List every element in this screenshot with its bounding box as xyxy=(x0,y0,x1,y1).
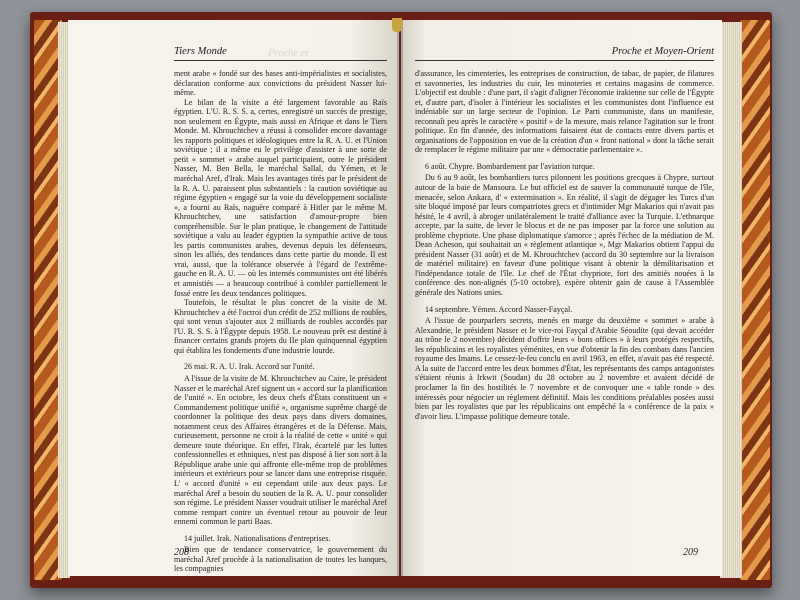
section-body-6-aout: Du 6 au 9 août, les bombardiers turcs pilonnent les positions grecques à Chypre, surtout autour de la baie de Mansoura. Le but officiel est de sauver la communauté turque de l'île, menacée, selon Ankara, d' « extermination ». En réalité, il s'agit de dégager les Turcs d'un site bloqué imposé par leurs compatriotes grecs et d'intimider Mgr Makarios qui n'avait pas hésité, le 4 avril, à abroger unilatéralement le traité d'alliance avec la Turquie. L'ethnarque accepte, par la suite, de lever le blocus et de ne pas imposer par la force une solution au problème chypriote. Une phase diplomatique s'amorce ; après l'échec de la médiation de M. Dean Acheson, qui souhaitait un « règlement atlantique », Mgr Makarios obtient l'appui du président Nasser (31 août) et de M. Khrouchtchev (accord du 30 septembre sur la livraison de matériel militaire) en faveur d'une politique visant à obtenir la démilitarisation et l'indépendance totale de l'île. Le chef de l'État chypriote, fort des amitiés nouées à la conférence des non-alignés (5-10 octobre), espère obtenir gain de cause à l'Assemblée générale des Nations unies. xyxy=(415,173,714,298)
intro-fragment-right: d'assurance, les cimenteries, les entreprises de construction, de tabac, de papier, de filatures et savonneries, les industries du cuir, les minoteries et certains magasins de commerce. L'objectif est double : d'une part, il s'agit d'aligner l'économie irakienne sur celle de l'Égypte et, d'autre part, d'isoler à l'intérieur les socialistes et les communistes dont l'influence est indéniable sur un large secteur de l'opinion. Le Parti communiste, dans un manifeste, reconnaît peu après le caractère « positif » de la mesure, mais relance l'agitation sur le front politique. En fin d'année, des informations faisaient état de contacts entre divers partis et organisations de l'opposition en vue de la création d'un « front national » dont la tâche serait de remplacer le régime militaire par une « démocratie parlementaire ». xyxy=(415,69,714,155)
running-head-right: Proche et Moyen-Orient xyxy=(415,46,714,61)
paragraph-bilan: Le bilan de la visite a été largement favorable au Raïs égyptien. L'U. R. S. S. a, certes, enregistré un succès de prestige, non seulement en Égypte, mais aussi en Afrique et dans le Tiers Monde. M. Khrouchtchev a réussi à consolider encore davantage les rapports politiques et idéologiques entre la R. A. U. et l'Union soviétique ; il a même eu le privilège d'assister à une sorte de petit « sommet » arabe auquel participaient, outre le président Nasser, M. Ben Bella, le maréchal Sallal, du Yémen, et le maréchal Aref, d'Irak. Mais les avantages tirés par le président de la R. A. U. paraissent plus substantiels : la caution soviétique au régime égyptien « engagé sur la voie du développement socialiste », a fourni au Raïs, naguère comparé à Hitler par le même M. Khrouchtchev, une satisfaction d'amour-propre bien compréhensible. Sur le plan pratique, le changement de l'attitude soviétique a valu au leader égyptien la sympathie active de tous les partis communistes arabes, devenus depuis les défenseurs, sinon les alliés, des tendances dans cette partie du monde. Il est vrai, aussi, que la tolérance observée à l'égard de l'extrême-gauche en R. A. U. — où les internés communistes ont été libérés et amnistiés — a beaucoup contribué à combler partiellement le fossé entre les deux tendances politiques. xyxy=(174,97,387,298)
paragraph-toutefois: Toutefois, le résultat le plus concret de la visite de M. Khrouchtchev a été l'octroi d'un crédit de 252 millions de roubles, qui sont venus s'ajouter aux 2 milliards de roubles accordés par l'U. R. S. S. à l'Égypte depuis 1958. Le nouveau prêt est destiné à financer certains grands projets du IIe plan quinquennal égyptien qui établira les fondements d'une industrie lourde. xyxy=(174,298,387,355)
section-heading-6-aout: 6 août. Chypre. Bombardement par l'aviation turque. xyxy=(425,161,595,171)
page-number-left: 208 xyxy=(174,547,189,558)
right-page xyxy=(401,20,722,576)
section-body-26-mai: A l'issue de la visite de M. Khrouchtchev au Caire, le président Nasser et le maréchal Aref signent un « accord sur la planification de l'unité ». En octobre, les deux chefs d'États constituent un « Commandement politique unifié », organisme suprême chargé de coordonner la politique des deux pays dans divers domaines, notamment ceux des Affaires étrangères et de la Défense. Mais, curieusement, personne ne croit à la réalité de cette « unité » qui demeure toute théorique. En effet, l'Irak, écartelé par les luttes confessionnelles et ethniques, n'est pas disposé à lier son sort à la République arabe unie qui affronte elle-même trop de problèmes intérieurs et extérieurs pour se lancer dans une entreprise risquée. L' « accord d'unité » est cependant utile aux deux pays. Le maréchal Aref a besoin du soutien de la R. A. U. pour consolider son régime. Le président Nasser voudrait utiliser le maréchal Aref comme rempart contre un éventuel retour au pouvoir de leur ennemi commun le parti Baas. xyxy=(174,373,387,527)
section-heading-26-mai: 26 mai. R. A. U. Irak. Accord sur l'unité. xyxy=(184,362,315,372)
bleed-through-text: Proche et xyxy=(268,48,309,59)
marbled-endpaper-right xyxy=(740,20,770,580)
running-head-left: Tiers Monde xyxy=(174,46,387,61)
section-heading-14-septembre: 14 septembre. Yémen. Accord Nasser-Fayçal. xyxy=(425,304,573,314)
section-heading-14-juillet: 14 juillet. Irak. Nationalisations d'entreprises. xyxy=(184,533,331,543)
section-body-14-septembre: A l'issue de pourparlers secrets, menés en marge du deuxième « sommet » arabe à Alexandrie, le président Nasser et le vice-roi Fayçal d'Arabie Séoudite (qui devait accéder au trône le 2 novembre) décident d'offrir leurs « bons offices » à leurs protégés respectifs, les républicains et les royalistes yéménites, en vue d'obtenir la fin des combats dans l'ancien royaume des Imams. Le cessez-le-feu conclu en avril 1963, en effet, n'avait pas été respecté. A la suite de l'accord entre les deux hommes d'État, les représentants des camps antagonistes s'étaient réunis à Irkwit (Soudan) du 28 octobre au 2 novembre et avaient décidé de proclamer la fin des hostilités le 7 novembre et de convoquer une « table ronde » des intéressés pour négocier un règlement définitif. Mais les conditions préalables posées aussi bien par les royalistes que par les républicains ont empêché la « conférence de la paix » d'avoir lieu. L'impasse politique demeure totale. xyxy=(415,316,714,421)
bookmark-ribbon xyxy=(392,18,402,32)
page-number-right: 209 xyxy=(683,547,698,558)
section-body-14-juillet: Bien que de tendance conservatrice, le gouvernement du maréchal Aref procède à la nationalisation de toutes les banques, les compagnies xyxy=(174,545,387,574)
book-gutter xyxy=(397,20,403,576)
intro-fragment-left: ment arabe « fondé sur des bases anti-impérialistes et socialistes, déclaration conforme aux convictions du président Nasser lui-même. xyxy=(174,69,387,98)
page-edges-right xyxy=(720,22,742,578)
left-page xyxy=(68,20,399,576)
